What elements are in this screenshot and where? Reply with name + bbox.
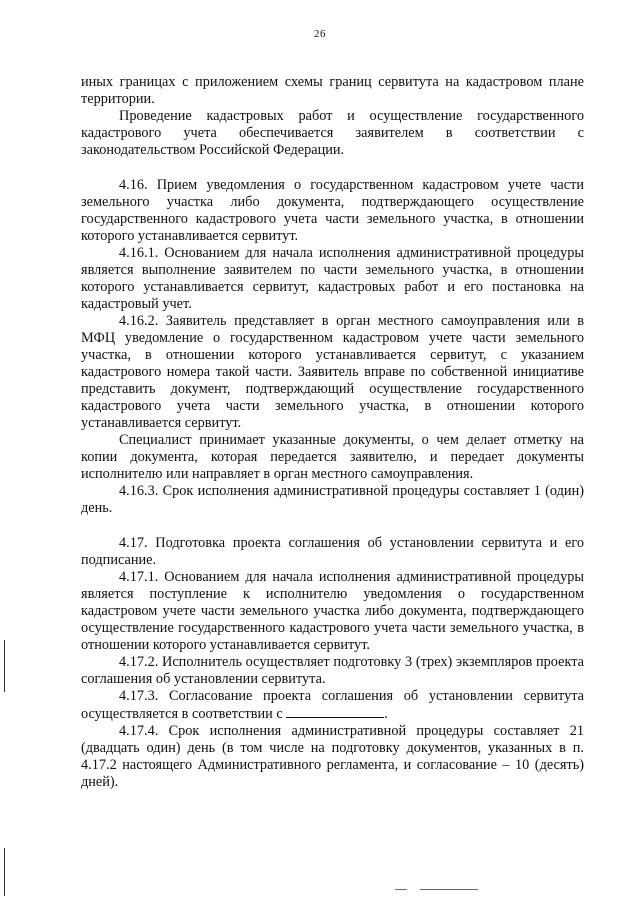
paragraph [81,535,584,569]
paragraph-suffix: . [384,706,388,722]
paragraph [81,654,584,688]
page-number: 26 [314,28,326,40]
paragraph-text: 4.16.2. Заявитель представляет в орган местного самоуправления или в МФЦ уведомление о государственном кадастровом учете части земельного участка, в отношении которого устанавливается сервитут, с указанием кадастрового номера такой части. Заявитель вправе по собственной инициативе представить документ, подтверждающий осуществление государственного кадастрового учета части земельного участка, в отношении которого устанавливается сервитут. [81,313,584,431]
paragraph [81,432,584,483]
paragraph [81,569,584,654]
paragraph-gap [81,517,584,535]
scan-edge-mark-lower [4,848,5,896]
paragraph-text: иных границах с приложением схемы границ сервитута на кадастровом плане территории. [81,74,584,107]
paragraph-text: 4.16.1. Основанием для начала исполнения административной процедуры является выполнение заявителем по части земельного участка, в отношении которого устанавливается сервитут, кадастровых работ и его постановка на кадастровый учет. [81,245,584,312]
paragraph-text: 4.17.4. Срок исполнения административной процедуры составляет 21 (двадцать один) день (в том числе на подготовку документов, указанных в п. 4.17.2 настоящего Административного регламента, и согласование – 10 (десять) дней). [81,723,584,790]
paragraph [81,177,584,245]
paragraph-text: Проведение кадастровых работ и осуществление государственного кадастрового учета обеспечивается заявителем в соответствии с законодательством Российской Федерации. [81,108,584,158]
paragraph [81,74,584,108]
fill-in-blank [286,705,384,718]
paragraph-text: 4.16.3. Срок исполнения административной процедуры составляет 1 (один) день. [81,483,584,516]
document-body [81,74,584,791]
paragraph-text: 4.17. Подготовка проекта соглашения об установлении сервитута и его подписание. [81,535,584,568]
paragraph [81,245,584,313]
scan-edge-mark [4,640,5,692]
paragraph-text: 4.16. Прием уведомления о государственном кадастровом учете части земельного участка либо документа, подтверждающего осуществление государственного кадастрового учета части земельного участка, в отношении которого устанавливается сервитут. [81,177,584,244]
paragraph [81,483,584,517]
scan-bottom-mark [395,889,407,890]
paragraph [81,723,584,791]
paragraph [81,313,584,432]
scan-bottom-mark-2 [420,889,478,890]
paragraph [81,688,584,723]
paragraph-text: 4.17.1. Основанием для начала исполнения административной процедуры является поступление к исполнителю уведомления о государственном кадастровом учете части земельного участка либо документа, подтверждающего осуществление государственного кадастрового учета части земельного участка, в отношении которого устанавливается сервитут. [81,569,584,653]
paragraph-text: 4.17.3. Согласование проекта соглашения об установлении сервитута осуществляется в соответствии с [81,688,584,722]
paragraph-gap [81,159,584,177]
paragraph-text: 4.17.2. Исполнитель осуществляет подготовку 3 (трех) экземпляров проекта соглашения об установлении сервитута. [81,654,584,687]
paragraph-text: Специалист принимает указанные документы, о чем делает отметку на копии документа, которая передается заявителю, и передает документы исполнителю или направляет в орган местного самоуправления. [81,432,584,482]
paragraph [81,108,584,159]
